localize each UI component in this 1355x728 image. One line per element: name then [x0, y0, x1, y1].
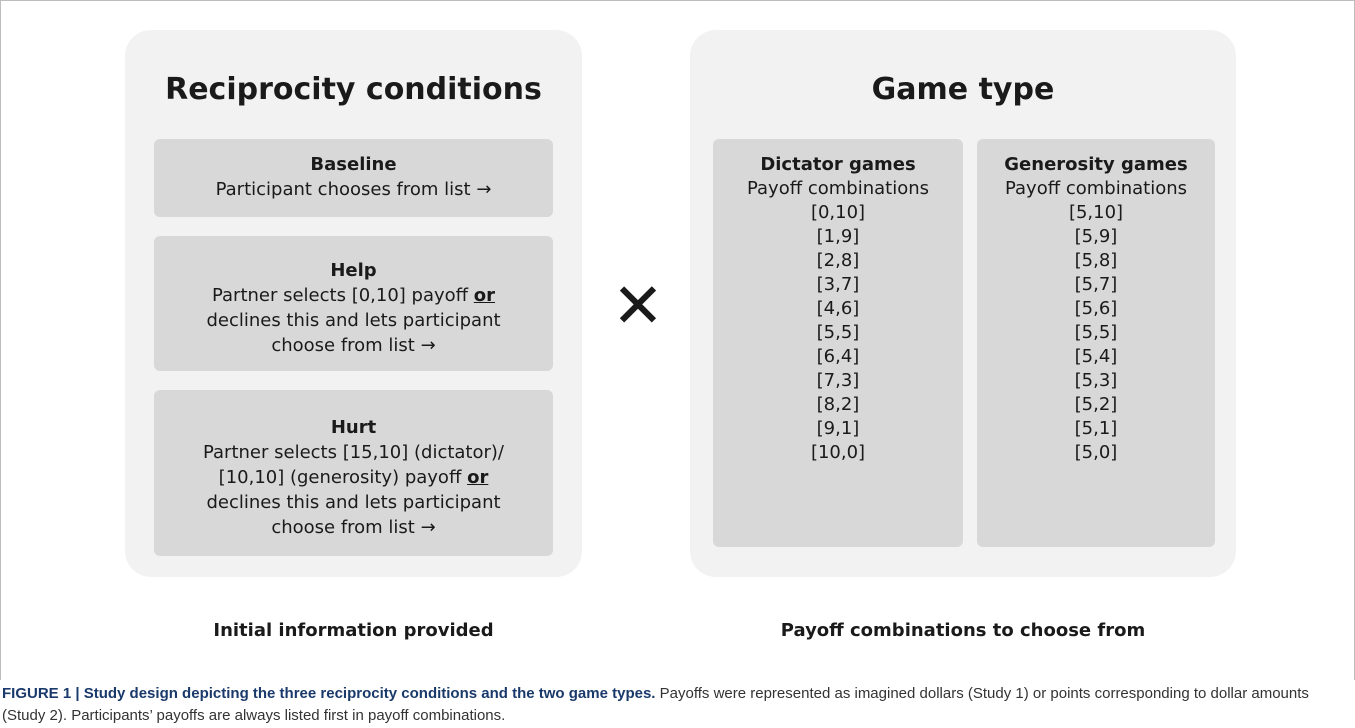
- generosity-subheading: Payoff combinations: [1004, 178, 1188, 199]
- reciprocity-title: Reciprocity conditions: [165, 72, 542, 107]
- dictator-subheading: Payoff combinations: [746, 178, 930, 199]
- baseline-description: Participant chooses from list →: [215, 179, 492, 200]
- help-description-line-1: [154, 283, 553, 308]
- hurt-description-line-2: [154, 465, 553, 490]
- generosity-combo: [5,8]: [1074, 250, 1118, 271]
- hurt-description-line-4: choose from list →: [271, 517, 436, 538]
- help-heading: Help: [330, 260, 377, 281]
- dictator-heading: Dictator games: [760, 154, 916, 175]
- generosity-combo: [5,9]: [1074, 226, 1118, 247]
- reciprocity-caption: Initial information provided: [213, 620, 494, 641]
- game-type-title: Game type: [871, 72, 1055, 107]
- help-or-emphasis: or: [473, 285, 496, 306]
- hurt-condition-box: [154, 390, 553, 556]
- reciprocity-panel: [125, 30, 582, 577]
- hurt-heading: Hurt: [330, 417, 377, 438]
- generosity-combo: [5,3]: [1074, 370, 1118, 391]
- game-type-caption: Payoff combinations to choose from: [780, 620, 1146, 641]
- figure-caption: [0, 683, 1355, 727]
- generosity-combo: [5,2]: [1074, 394, 1118, 415]
- figure-caption-text: Payoffs were represented as imagined dollars (Study 1) or points corresponding to dollar amounts (Study 2). Participants’ payoffs are always listed first in payoff combinations.: [2, 685, 1309, 724]
- generosity-combo: [5,5]: [1074, 322, 1118, 343]
- help-line-1-text: Partner selects [0,10] payoff: [211, 285, 474, 306]
- baseline-heading: Baseline: [310, 154, 397, 175]
- dictator-combo: [1,9]: [816, 226, 860, 247]
- dictator-combo: [7,3]: [816, 370, 860, 391]
- dictator-combo: [5,5]: [816, 322, 860, 343]
- baseline-condition-box: [154, 139, 553, 217]
- dictator-games-box: [713, 139, 963, 547]
- dictator-combo: [8,2]: [816, 394, 860, 415]
- generosity-combo: [5,7]: [1074, 274, 1118, 295]
- generosity-combo: [5,6]: [1074, 298, 1118, 319]
- help-description-line-2: declines this and lets participant: [206, 310, 501, 331]
- generosity-combo: [5,10]: [1068, 202, 1124, 223]
- dictator-combo: [3,7]: [816, 274, 860, 295]
- dictator-combo: [2,8]: [816, 250, 860, 271]
- generosity-combo: [5,0]: [1074, 442, 1118, 463]
- figure-label: FIGURE 1 |: [2, 685, 84, 702]
- game-type-panel: [690, 30, 1236, 577]
- generosity-games-box: [977, 139, 1215, 547]
- generosity-combo: [5,4]: [1074, 346, 1118, 367]
- generosity-combo-list: [977, 201, 1215, 465]
- help-description-line-3: choose from list →: [271, 335, 436, 356]
- hurt-line-2-text: [10,10] (generosity) payoff: [218, 467, 468, 488]
- dictator-combo-list: [713, 201, 963, 465]
- dictator-combo: [4,6]: [816, 298, 860, 319]
- generosity-combo: [5,1]: [1074, 418, 1118, 439]
- hurt-description-line-3: declines this and lets participant: [206, 492, 501, 513]
- hurt-description-line-1: Partner selects [15,10] (dictator)/: [202, 442, 504, 463]
- figure-title: Study design depicting the three reciprocity conditions and the two game types.: [83, 685, 656, 702]
- hurt-or-emphasis: or: [467, 467, 489, 488]
- dictator-combo: [6,4]: [816, 346, 860, 367]
- dictator-combo: [9,1]: [816, 418, 860, 439]
- cross-product-icon: ✕: [612, 269, 664, 342]
- dictator-combo: [0,10]: [810, 202, 866, 223]
- dictator-combo: [10,0]: [810, 442, 866, 463]
- help-condition-box: [154, 236, 553, 371]
- generosity-heading: Generosity games: [1004, 154, 1188, 175]
